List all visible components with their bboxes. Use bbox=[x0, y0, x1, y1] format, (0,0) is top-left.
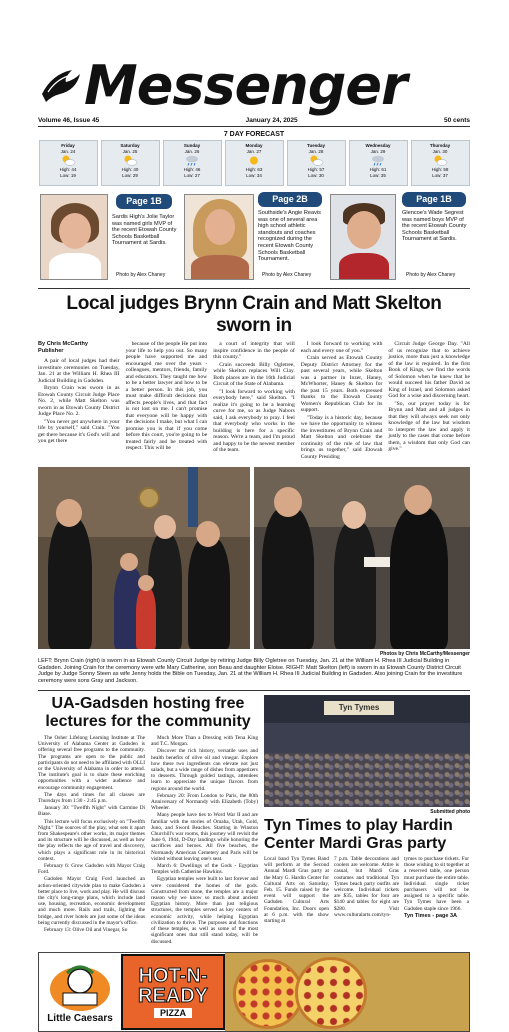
paragraph: Egyptian temples were built to last forever and were considered the homes of the gods. Constructed from stone, the temples are a major reason why we know so much about ancient Egyptian history. More than just religious structures, the temples served as key centers of economic activity, while helping Egyptian civilization to thrive. The purposes and functions of these temples, as well as some of the most significant ones that still stand today, will be discussed. bbox=[151, 876, 258, 945]
day-low: Low: 37 bbox=[432, 172, 448, 178]
teaser-photo bbox=[330, 194, 396, 280]
swearing-in-photos bbox=[38, 467, 470, 649]
day-high: High: 61 bbox=[369, 167, 387, 172]
photo-credit: Submitted photo bbox=[430, 809, 470, 815]
day-low: Low: 19 bbox=[60, 172, 76, 178]
tyn-col-3-text: tymes to purchase tickets. For those wishing to sit together at a reserved table, one person must purchase the entire table. Individual single ticket purchasers will not be assigned to a specific table. Tyn Tymes have been a Gadsden staple since 1966. bbox=[404, 856, 469, 912]
photo-credit: Photo by Alex Chaney bbox=[262, 272, 312, 278]
photo-credit: Photos by Chris McCarthy/Messenger bbox=[379, 651, 470, 657]
sun-cloud-icon bbox=[432, 155, 448, 166]
day-date: Jan. 28 bbox=[308, 148, 324, 154]
day-date: Jan. 24 bbox=[60, 148, 76, 154]
teaser-text: Southside's Angie Reavis was one of several area high school athletic standouts and coaches recognized during the recent Etowah County Schools Basketball Tournament. bbox=[258, 210, 321, 263]
tyn-story bbox=[264, 695, 470, 946]
paragraph: February 13: Olive Oil and Vinegar, So bbox=[44, 927, 128, 934]
paragraph: February 6: Grow Gadsden with Mayor Craig Ford. bbox=[38, 863, 145, 876]
paragraph: The Osher Lifelong Learning Institute at The University of Alabama Center at Gadsden is offering several free programs to the community. The programs are open to the public and participants do not need to be affiliated with OLLI or the University of Alabama in order to attend. The institute's goal is to share these enriching opportunities with a wider audience and encourage community engagement. bbox=[38, 735, 145, 791]
paragraph: "I look forward to working with everybody here," said Skelton. "I realize it's going to be a learning curve for me, so as Judge Nabors said, I ask everybody to pray. I feel that everybody who works in the building is here for a specific reason. We're a team, and I'm proud and happy to be the newest member of the team. bbox=[213, 388, 295, 453]
tyn-col-2: 7 p.m. Table decorations and coolers are welcome. Attire is casual, but Mardi Gras costumes and traditional Tyn Tymes beach party outfits are welcome. Individual tickets are $35, tables for four are $140 and tables for eight are $280. Visit www.culturalarts.com/tyn- bbox=[334, 856, 399, 918]
tyn-col-1: Local band Tyn Tymes Band will perform at the Second Annual Mardi Gras party at the Mary G. Hardin Center for Cultural Arts on Saturday, Feb. 15. Funds raised by the event will support the Gadsden Cultural Arts Foundation, Inc. Doors open at 6 p.m. with the show starting at bbox=[264, 856, 329, 925]
lead-headline[interactable]: Local judges Brynn Crain and Matt Skelton sworn in bbox=[38, 288, 470, 337]
rain-cloud-icon bbox=[184, 155, 200, 166]
lead-col-4 bbox=[301, 341, 383, 461]
tyn-banner: Tyn Tymes bbox=[324, 701, 394, 715]
teaser-text: Sardis High's Jolie Taylor was named girls MVP of the recent Etowah County Schools Basketball Tournament at Sardis. bbox=[112, 214, 177, 247]
day-high: High: 63 bbox=[245, 167, 263, 172]
brand-name: Little Caesars bbox=[47, 1013, 113, 1025]
sun-cloud-icon bbox=[308, 155, 324, 166]
issue-date: January 24, 2025 bbox=[245, 117, 298, 124]
day-high: High: 57 bbox=[307, 167, 325, 172]
page-tab[interactable]: Page 1B bbox=[402, 192, 466, 207]
hot-n-ready-badge bbox=[121, 954, 225, 1030]
paragraph: Crain succeeds Billy Ogletree, while Skelton replaces Will Clay. Both places are in the 16th Judicial Circuit of the State of Alabama. bbox=[213, 361, 295, 387]
sun-icon bbox=[246, 155, 262, 166]
day-date: Jan. 25 bbox=[122, 148, 138, 154]
tyn-columns bbox=[264, 856, 470, 924]
little-caesars-logo bbox=[39, 953, 121, 1031]
paragraph: Circuit Judge George Day. "All of us recognize that to achieve justice, more than just a knowledge of the law is required. In the first Book of Kings, we find the words of Solomon when he knew that he would succeed his father David as King of Israel, and Solomon asked God for a wise and discerning heart. bbox=[388, 341, 470, 399]
sports-teasers bbox=[38, 192, 470, 282]
paragraph: a court of integrity that will inspire confidence in the people of this county." bbox=[213, 341, 295, 360]
paragraph: Gadsden Mayor Craig Ford launched an action-oriented citywide plan to make Gadsden a better place to live, work and play. He will discuss the city's long-range plans, which include land use, housing, recreation, economic development and much more. Rails and trails, lighting the bridge, and river hotels are just some of the ideas being currently discussed in the mayor's office. bbox=[38, 876, 145, 926]
day-high: High: 58 bbox=[431, 167, 449, 172]
lead-col-2 bbox=[126, 341, 208, 461]
bird-logo-icon bbox=[38, 64, 82, 108]
forecast-day bbox=[163, 140, 222, 186]
day-low: Low: 34 bbox=[246, 172, 262, 178]
masthead bbox=[38, 54, 470, 117]
day-date: Jan. 27 bbox=[246, 148, 262, 154]
ad-line-2: READY bbox=[137, 984, 208, 1007]
paragraph: February 20: From London to Paris, the 80th Anniversary of Normandy with Elizabeth (Toby) Wheeler. bbox=[151, 792, 258, 812]
forecast-day bbox=[101, 140, 160, 186]
tyn-tymes-photo bbox=[264, 695, 470, 807]
byline bbox=[38, 341, 120, 354]
crain-photo bbox=[38, 467, 250, 649]
volume-issue: Volume 46, Issue 45 bbox=[38, 117, 100, 124]
forecast-day bbox=[225, 140, 284, 186]
day-low: Low: 30 bbox=[308, 172, 324, 178]
teaser-photo bbox=[184, 194, 254, 280]
forecast-days bbox=[38, 140, 470, 186]
newspaper-page bbox=[38, 54, 470, 1032]
paragraph: "You never get anywhere in your life by yourself," said Crain. "You get there because it's God's will and you get there bbox=[38, 418, 120, 444]
sun-cloud-icon bbox=[60, 155, 76, 166]
byline-role: Publisher bbox=[38, 347, 64, 354]
lead-story-columns bbox=[38, 341, 470, 461]
uag-headline[interactable]: UA-Gadsden hosting free lectures for the community bbox=[45, 695, 251, 730]
teaser-wade-segrest[interactable] bbox=[326, 192, 470, 282]
skelton-photo bbox=[254, 467, 470, 649]
day-date: Jan. 29 bbox=[370, 148, 386, 154]
day-name: Friday bbox=[61, 143, 75, 148]
day-name: Saturday bbox=[120, 143, 140, 148]
ad-line-1: HOT-N- bbox=[138, 964, 208, 987]
day-low: Low: 29 bbox=[122, 172, 138, 178]
photo-caption: LEFT: Brynn Crain (right) is sworn in as Etowah County Circuit Judge by retiring Judge Billy Ogletree on Tuesday, Jan. 21 at the William H. Rhea III Judicial Building in Gadsden. Joining Crain for the ceremony were wife Mary Catherine, son Beau and daughter Eloise. RIGHT: Matt Skelton (left) is sworn in as Etowah County District Circuit Judge by Judge Sonny Steen as wife Jenny holds the Bible on Tuesday, Jan. 21 at the William H. Rhea III Judicial Building in Gadsden. Also joining Crain for the investiture ceremony were sons Gray and Jackson. bbox=[38, 658, 463, 684]
price: 50 cents bbox=[443, 117, 470, 124]
day-name: Sunday bbox=[183, 143, 201, 148]
paragraph: January 30: "Twelfth Night" with Carmine Di Biase. bbox=[38, 805, 145, 818]
day-high: High: 44 bbox=[59, 167, 77, 172]
paragraph: A pair of local judges had their investiture ceremonies on Tuesday, Jan. 21 at the William H. Rhea III Judicial Building in Gadsden. bbox=[38, 358, 120, 384]
rain-cloud-icon bbox=[370, 155, 386, 166]
lead-col-3 bbox=[213, 341, 295, 461]
lead-col-1 bbox=[38, 341, 120, 461]
uag-col-2 bbox=[151, 735, 258, 946]
paragraph: Discover the rich history, versatile uses and health benefits of olive oil and vinegar. Explore how these two ingredients can elevate not just salads, but a wide range of dishes from appetizers to desserts. Through guided tastings, attendees learn to appreciate the unique flavors from regions around the world. bbox=[151, 748, 258, 792]
day-name: Thursday bbox=[429, 143, 451, 148]
paragraph: I look forward to working with each and every one of you." bbox=[300, 341, 383, 354]
ad-line-3: PIZZA bbox=[154, 1008, 192, 1018]
page-tab[interactable]: Page 2B bbox=[258, 192, 322, 207]
day-low: Low: 27 bbox=[184, 172, 200, 178]
forecast-title: 7 DAY FORECAST bbox=[223, 131, 285, 138]
tyn-col-3 bbox=[404, 856, 469, 924]
day-name: Wednesday bbox=[365, 143, 391, 148]
paragraph: Many people have ties to Word War II and are familiar with the stories of Omaha, Utah, Gold, Juno, and Sword Beaches. Starting in Winston Churchill's war rooms, this journey will revisit the June 6, 1944, D-Day landings while honoring the sacrifices and heroes. All five beaches, the Normandy American Cemetery and Paris will be visited without leaving one's seat. bbox=[151, 812, 258, 862]
forecast-day bbox=[39, 140, 98, 186]
teaser-jolie-taylor[interactable] bbox=[38, 192, 182, 282]
photo-credit: Photo by Alex Chaney bbox=[406, 272, 456, 278]
tyn-headline[interactable]: Tyn Times to play Hardin Center Mardi Gras party bbox=[264, 817, 453, 852]
photo-credit: Photo by Alex Chaney bbox=[116, 272, 166, 278]
paragraph: The days and times for all classes are Thursdays from 1:30 - 2:45 p.m. bbox=[38, 791, 145, 805]
day-low: Low: 35 bbox=[370, 172, 386, 178]
day-name: Tuesday bbox=[307, 143, 325, 148]
paragraph: Brynn Crain was sworn in as Etowah County Circuit Judge Place No. 2, while Matt Skelton was sworn in as Etowah County District Judge Place No. 2. bbox=[38, 385, 120, 417]
day-date: Jan. 26 bbox=[184, 148, 200, 154]
caesar-logo-icon bbox=[45, 959, 115, 1013]
byline-name: By Chris McCarthy bbox=[38, 341, 89, 347]
paragraph: "Today is a historic day, because we have the opportunity to witness the investitures of Brynn Crain and Matt Skelton and celebrate the continuity of the rule of law that brings us together," said Etowah County Presiding bbox=[300, 414, 383, 460]
paragraph: This lecture will focus exclusively on "Twelfth Night." The sources of the play, what sets it apart from Shakespeare's other works, its major themes and its structure will be discussed, as well as how the play reflects the age of travel and discovery, which plays a significant role in its historical context. bbox=[38, 818, 145, 862]
lower-section bbox=[38, 690, 470, 946]
paragraph: "So, our prayer today is for Brynn and Matt and all judges in that they will always seek not only knowledge of the law but wisdom to interpret the law and apply it justly to the cases that come before them, a wisdom that only God can give." bbox=[388, 400, 470, 452]
masthead-title: Messenger bbox=[84, 54, 407, 117]
teaser-text: Glencoe's Wade Segrest was named boys MVP of the recent Etowah County Schools Basketball Tournament at Sardis. bbox=[402, 210, 467, 243]
forecast-day bbox=[411, 140, 470, 186]
forecast-day bbox=[287, 140, 346, 186]
weather-forecast bbox=[38, 131, 470, 186]
sun-cloud-icon bbox=[122, 155, 138, 166]
lead-col-5 bbox=[388, 341, 470, 461]
day-name: Monday bbox=[245, 143, 263, 148]
uag-col-1 bbox=[38, 735, 145, 946]
day-high: High: 46 bbox=[183, 167, 201, 172]
day-date: Jan. 30 bbox=[432, 148, 448, 154]
teaser-angie-reavis[interactable] bbox=[182, 192, 326, 282]
day-high: High: 40 bbox=[121, 167, 139, 172]
pizza-photo bbox=[225, 953, 469, 1031]
little-caesars-ad[interactable] bbox=[38, 952, 470, 1032]
paragraph: Crain served as Etowah County Deputy District Attorney for the past several years, while Skelton was a partner in Inzer, Haney, McWhorter, Haney & Skelton for the past 15 years. Both expressed thanks to the Etowah County Women's Republican Club for its support. bbox=[300, 355, 383, 413]
teaser-photo bbox=[40, 194, 108, 280]
uag-story bbox=[38, 695, 258, 946]
page-tab[interactable]: Page 1B bbox=[116, 194, 172, 209]
uag-columns bbox=[38, 735, 258, 946]
forecast-day bbox=[349, 140, 408, 186]
jump-link[interactable]: Tyn Times - page 3A bbox=[404, 912, 457, 919]
paragraph: because of the people He put into your life to help you out. So many people have supported me and encouraged me over the years - colleagues, mentors, friends, family and educators. They taught me how to be a better lawyer and how to be a better person. In this job, you must make difficult decisions that affects people's lives, and that fact is not lost on me. I can't promise that everyone will be happy with the decisions I make, but what I can promise you is that if you come before this court, you're going to be treated fairly and be treated with respect. This will be bbox=[125, 341, 208, 451]
paragraph: March 6: Dwellings of the Gods - Egyptian Temples with Catherine Hawkins. bbox=[151, 863, 258, 876]
paragraph: Much More Than a Dressing with Tena King and T.C. Morgan. bbox=[151, 735, 258, 748]
